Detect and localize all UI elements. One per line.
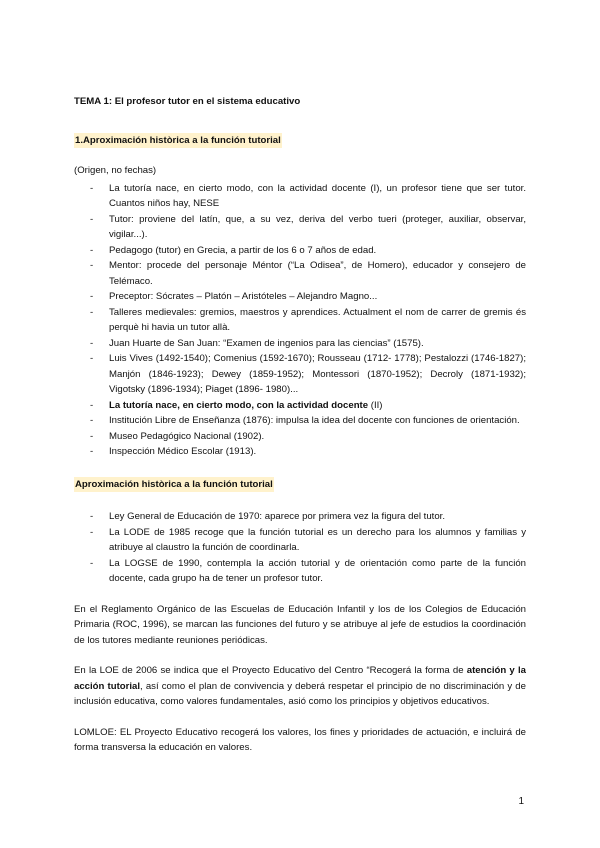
bold-item-tail: (II) <box>368 399 383 411</box>
list-item: - Inspección Médico Escolar (1913). <box>74 444 526 460</box>
list-item: - Ley General de Educación de 1970: aparece por primera vez la figura del tutor. <box>74 509 526 525</box>
section1-note: (Origen, no fechas) <box>74 165 157 176</box>
spacer <box>74 710 526 725</box>
spacer <box>74 148 526 163</box>
spacer <box>74 648 526 663</box>
paragraph-reglamento: En el Reglamento Orgánico de las Escuelas de Educación Infantil y los de los Colegios de Educación Primaria (ROC, 1996), se marcan las funciones del futuro y se atribuye al jefe de estudios la coordinación de los tutores mediante reuniones periódicas. <box>74 603 526 646</box>
section1-list <box>74 181 526 460</box>
list-item: - Talleres medievales: gremios, maestros y aprendices. Actualment el nom de carrer de gremis és perquè hi havia un tutor allà. <box>74 305 526 336</box>
section1-heading: 1.Aproximación històrica a la función tutorial <box>74 133 282 149</box>
title-prefix: TEMA 1 <box>74 96 109 107</box>
section1-heading-wrap <box>74 133 526 149</box>
list-item: - La LODE de 1985 recoge que la función tutorial es un derecho para los alumnos y familias y atribuye al claustro la función de coordinarla. <box>74 525 526 556</box>
list-item: - Luis Vives (1492-1540); Comenius (1592-1670); Rousseau (1712- 1778); Pestalozzi (1746-1827); Manjón (1846-1923); Dewey (1859-1952); Montessori (1870-1952); Decroly (1871-1932); Vigotsky (1896-1934); Piaget (1896- 1980)... <box>74 351 526 398</box>
list-item: - Institución Libre de Enseñanza (1876): impulsa la idea del docente con funciones de orientación. <box>74 413 526 429</box>
list-item: - Pedagogo (tutor) en Grecia, a partir de los 6 o 7 años de edad. <box>74 243 526 259</box>
title-text: : El profesor tutor en el sistema educativo <box>108 96 301 107</box>
paragraph-lomloe: LOMLOE: EL Proyecto Educativo recogerá los valores, los fines y prioridades de actuación, e incluirá de forma transversa la educación en valores. <box>74 726 526 753</box>
section2-list <box>74 509 526 587</box>
list-item: - La tutoría nace, en cierto modo, con la actividad docente (I), un profesor tiene que ser tutor. Cuantos niños hay, NESE <box>74 181 526 212</box>
list-item: - Tutor: proviene del latín, que, a su vez, deriva del verbo tueri (proteger, auxiliar, observar, vigilar...). <box>74 212 526 243</box>
paragraph-loe-part-b: , así como el plan de convivencia y deberá respetar el principio de no discriminación y de inclusión educativa, como valores fundamentales, asió como los principios y objetivos educativos. <box>74 680 526 707</box>
paragraph-loe <box>74 663 526 710</box>
list-item: - La LOGSE de 1990, contempla la acción tutorial y de orientación como parte de la función docente, cada grupo ha de tener un profesor tutor. <box>74 556 526 587</box>
paragraph-loe-bold: atención y la acción tutorial <box>74 665 526 692</box>
spacer <box>74 492 526 509</box>
paragraph-loe-part-a: En la LOE de 2006 se indica que el Proyecto Educativo del Centro “Recogerá la forma de <box>74 665 467 676</box>
page-number: 1 <box>518 796 524 807</box>
section2-heading-wrap <box>74 477 526 493</box>
list-item: - Museo Pedagógico Nacional (1902). <box>74 429 526 445</box>
list-item-bold <box>74 398 526 414</box>
page-title <box>74 94 526 110</box>
spacer <box>74 587 526 602</box>
spacer <box>74 460 526 477</box>
bold-item-main: La tutoría nace, en cierto modo, con la actividad docente <box>109 399 369 411</box>
section2-heading: Aproximación històrica a la función tutorial <box>74 477 274 493</box>
list-item: - Mentor: procede del personaje Méntor (“La Odisea”, de Homero), educador y consejero de Telémaco. <box>74 258 526 289</box>
list-item: - Preceptor: Sócrates – Platón – Aristóteles – Alejandro Magno... <box>74 289 526 305</box>
page-content <box>74 94 526 756</box>
list-item: - Juan Huarte de San Juan: “Examen de ingenios para las ciencias” (1575). <box>74 336 526 352</box>
